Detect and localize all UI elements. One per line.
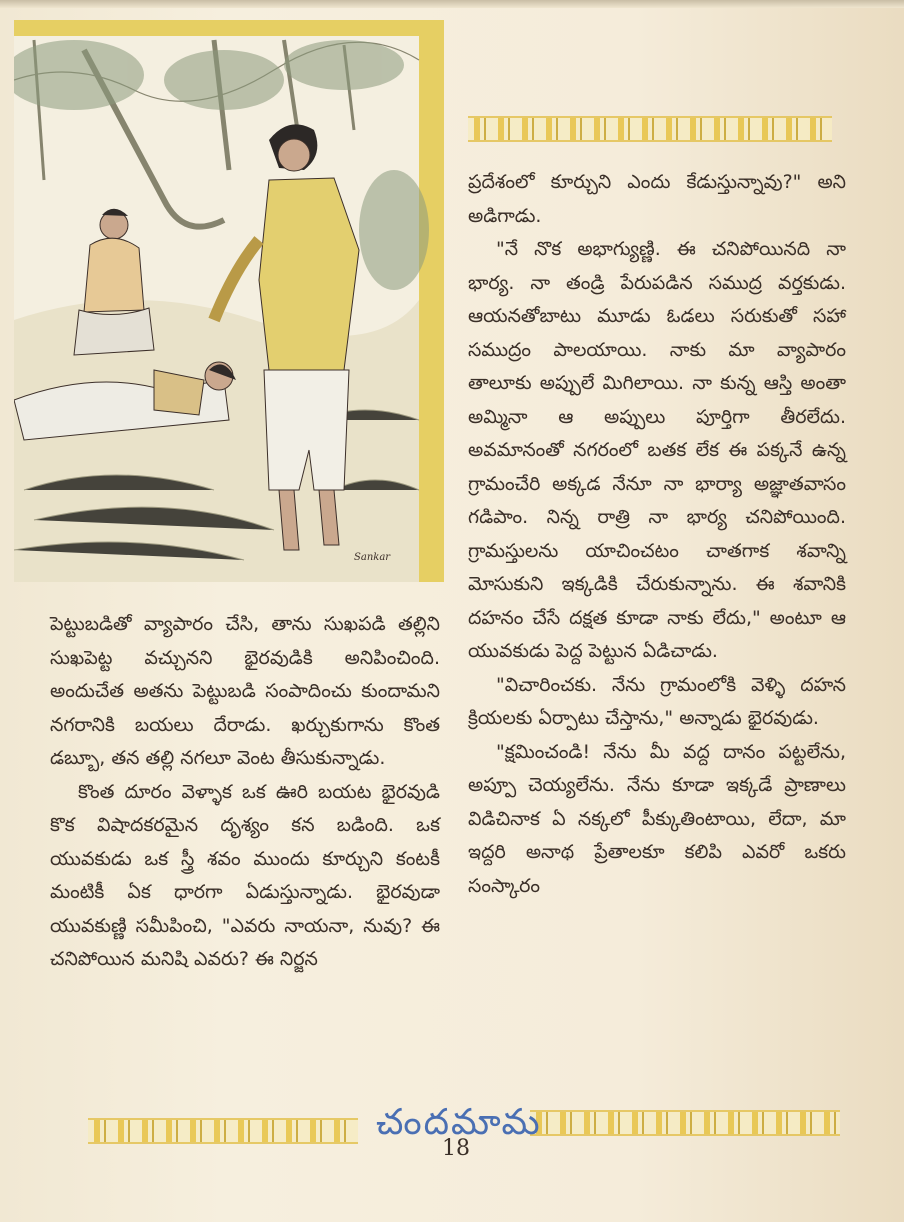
paragraph: కొంత దూరం వెళ్ళాక ఒక ఊరి బయట భైరవుడి కొక విషాదకరమైన దృశ్యం కన బడింది. ఒక యువకుడు ఒక స్త్రీ శవం ముందు కూర్చుని కంటకీ మంటికీ ఏక ధారగా ఏడుస్తున్నాడు. భైరవుడా యువకుణ్ణి సమీపించి, "ఎవరు నాయనా, నువు? ఈ చనిపోయిన మనిషి ఎవరు? ఈ నిర్జన <box>50 780 440 970</box>
paragraph: "విచారించకు. నేను గ్రామంలోకి వెళ్ళి దహన క్రియలకు ఏర్పాటు చేస్తాను," అన్నాడు భైరవుడు. <box>468 673 846 729</box>
page-number: 18 <box>442 1136 470 1161</box>
right-text-column <box>468 166 846 903</box>
paragraph: "క్షమించండి! నేను మీ వద్ద దానం పట్టలేను, అప్పూ చెయ్యలేను. నేను కూడా ఇక్కడే ప్రాణాలు విడిచినాక ఏ నక్కలో పీక్కుతింటాయి, లేదా, మా ఇద్దరి అనాథ ప్రేతాలకూ కలిపి ఎవరో ఒకరు సంస్కారం <box>468 740 846 897</box>
left-text-column <box>50 608 440 977</box>
artist-signature: Sankar <box>354 552 391 563</box>
paragraph: ప్రదేశంలో కూర్చుని ఎందు కేడుస్తున్నావు?" అని అడిగాడు. <box>468 171 846 227</box>
page-edge <box>0 0 904 8</box>
decorative-border-top <box>468 116 832 142</box>
paragraph: "నే నొక అభాగ్యుణ్ణి. ఈ చనిపోయినది నా భార్య. నా తండ్రి పేరుపడిన సముద్ర వర్తకుడు. ఆయనతోబాటు మూడు ఓడలు సరుకుతో సహా సముద్రం పాలయాయి. నాకు మా వ్యాపారం తాలూకు అప్పులే మిగిలాయి. నా కున్న ఆస్తి అంతా అమ్మినా ఆ అప్పులు పూర్తిగా తీరలేదు. అవమానంతో నగరంలో బతక లేక ఈ పక్కనే ఉన్న గ్రామంచేరి అక్కడ నేనూ నా భార్యా అజ్ఞాతవాసం గడిపాం. నిన్న రాత్రి నా భార్య చనిపోయింది. గ్రామస్తులను యాచించటం చాతగాక శవాన్ని మోసుకుని ఇక్కడికి చేరుకున్నాను. ఈ శవానికి దహనం చేసే దక్షత కూడా నాకు లేదు," అంటూ ఆ యువకుడు పెద్ద పెట్టున ఏడిచాడు. <box>468 238 846 662</box>
paragraph: పెట్టుబడితో వ్యాపారం చేసి, తాను సుఖపడి తల్లిని సుఖపెట్ట వచ్చునని భైరవుడికి అనిపించింది. అందుచేత అతను పెట్టుబడి సంపాదించు కుందామని నగరానికి బయలు దేరాడు. ఖర్చుకుగాను కొంత డబ్బూ, తన తల్లి నగలూ వెంట తీసుకున్నాడు. <box>50 613 440 769</box>
decorative-border-bottom-left <box>88 1118 358 1144</box>
illustration-drawing <box>14 20 444 582</box>
magazine-title: చందమామ <box>376 1102 542 1143</box>
story-illustration <box>14 20 444 582</box>
decorative-border-bottom-right <box>530 1110 840 1136</box>
